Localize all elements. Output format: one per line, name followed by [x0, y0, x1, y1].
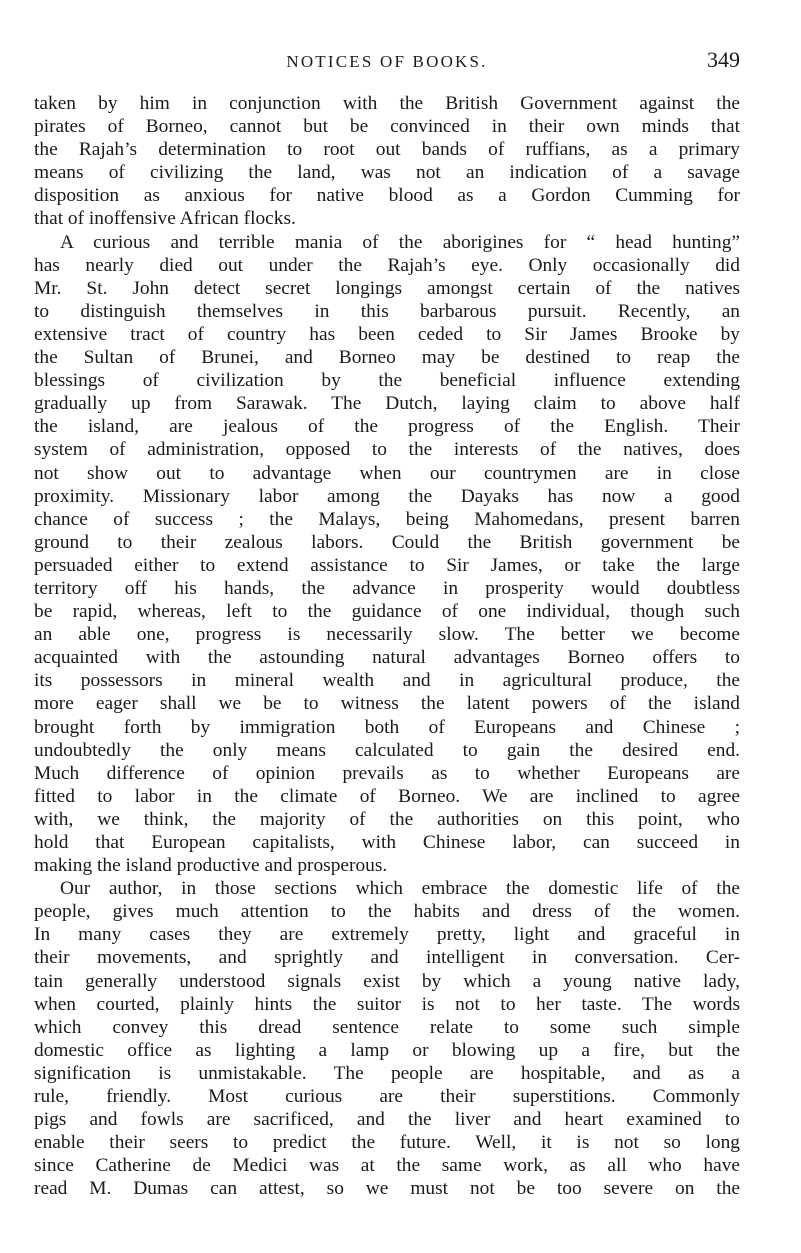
body-text: [34, 92, 740, 1201]
text-line: making the island productive and prosperous.: [34, 855, 388, 877]
text-line: enable their seers to predict the future. Well, it is not so long: [34, 1132, 740, 1154]
text-line: when courted, plainly hints the suitor is not to her taste. The words: [34, 993, 740, 1015]
text-line: hold that European capitalists, with Chinese labor, can succeed in: [34, 832, 740, 853]
text-line: an able one, progress is necessarily slow. The better we become: [34, 624, 740, 646]
text-line: read M. Dumas can attest, so we must not be too severe on the: [34, 1178, 740, 1200]
page-number: 349: [707, 47, 740, 72]
text-line: fitted to labor in the climate of Borneo. We are inclined to agree: [34, 785, 740, 807]
text-line: Much difference of opinion prevails as to whether Europeans are: [34, 762, 740, 784]
text-line: since Catherine de Medici was at the same work, as all who have: [34, 1155, 740, 1177]
text-line: tain generally understood signals exist by which a young native lady,: [34, 970, 740, 992]
text-line: signification is unmistakable. The people are hospitable, and as a: [34, 1062, 740, 1084]
text-line: the Sultan of Brunei, and Borneo may be destined to reap the: [34, 347, 740, 369]
text-line: domestic office as lighting a lamp or blowing up a fire, but the: [34, 1039, 740, 1061]
text-line: its possessors in mineral wealth and in agricultural produce, the: [34, 670, 740, 692]
text-line: chance of success ; the Malays, being Mahomedans, present barren: [34, 508, 740, 530]
text-line: A curious and terrible mania of the aborigines for “ head hunting”: [60, 231, 740, 253]
text-line: extensive tract of country has been ceded to Sir James Brooke by: [34, 323, 740, 345]
text-line: brought forth by immigration both of Europeans and Chinese ;: [34, 716, 740, 738]
text-line: the island, are jealous of the progress of the English. Their: [34, 416, 740, 438]
text-line: system of administration, opposed to the interests of the natives, does: [34, 439, 740, 461]
text-line: the Rajah’s determination to root out bands of ruffians, as a primary: [34, 139, 740, 161]
text-line: has nearly died out under the Rajah’s eye. Only occasionally did: [34, 254, 740, 276]
text-line: ground to their zealous labors. Could the British government be: [34, 531, 740, 553]
text-line: not show out to advantage when our countrymen are in close: [34, 462, 740, 484]
running-head-title: NOTICES OF BOOKS.: [286, 52, 488, 71]
text-line: more eager shall we be to witness the latent powers of the island: [34, 693, 740, 715]
text-line: taken by him in conjunction with the British Government against the: [34, 93, 740, 114]
text-line: means of civilizing the land, was not an indication of a savage: [34, 162, 740, 184]
text-line: to distinguish themselves in this barbarous pursuit. Recently, an: [34, 300, 740, 322]
text-line: Our author, in those sections which embrace the domestic life of the: [60, 878, 740, 900]
text-line: disposition as anxious for native blood as a Gordon Cumming for: [34, 185, 740, 207]
text-line: Mr. St. John detect secret longings amongst certain of the natives: [34, 277, 740, 299]
text-line: pirates of Borneo, cannot but be convinced in their own minds that: [34, 116, 740, 138]
text-line: rule, friendly. Most curious are their superstitions. Commonly: [34, 1086, 740, 1108]
running-head: [34, 47, 740, 80]
text-line: blessings of civilization by the beneficial influence extending: [34, 370, 740, 392]
text-line: pigs and fowls are sacrificed, and the liver and heart examined to: [34, 1109, 740, 1131]
text-line: be rapid, whereas, left to the guidance of one individual, though such: [34, 601, 740, 623]
text-line: with, we think, the majority of the authorities on this point, who: [34, 808, 740, 830]
text-line: persuaded either to extend assistance to Sir James, or take the large: [34, 554, 740, 576]
text-line: gradually up from Sarawak. The Dutch, laying claim to above half: [34, 393, 740, 415]
text-line: proximity. Missionary labor among the Dayaks has now a good: [34, 485, 740, 507]
text-line: In many cases they are extremely pretty, light and graceful in: [34, 924, 740, 946]
text-line: people, gives much attention to the habits and dress of the women.: [34, 901, 740, 923]
text-line: that of inoffensive African flocks.: [34, 208, 296, 230]
text-line: acquainted with the astounding natural advantages Borneo offers to: [34, 647, 740, 669]
text-line: which convey this dread sentence relate to some such simple: [34, 1016, 740, 1038]
text-line: territory off his hands, the advance in prosperity would doubtless: [34, 577, 740, 599]
text-line: undoubtedly the only means calculated to gain the desired end.: [34, 739, 740, 761]
text-line: their movements, and sprightly and intelligent in conversation. Cer-: [34, 947, 740, 969]
